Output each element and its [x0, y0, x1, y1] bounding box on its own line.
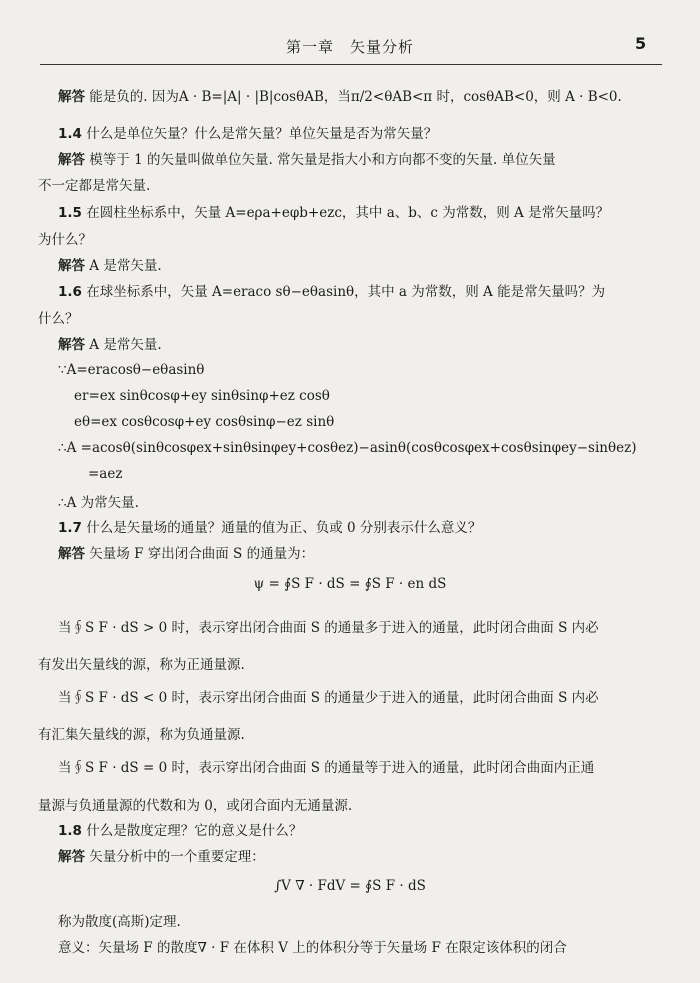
line-text: 模等于 1 的矢量叫做单位矢量. 常矢量是指大小和方向都不变的矢量. 单位矢量 — [85, 152, 556, 168]
line-label: 1.5 — [58, 205, 82, 221]
line-label: 解答 — [58, 89, 85, 105]
text-line-eq17 — [0, 576, 700, 592]
text-line-ans17a — [58, 546, 314, 562]
line-text: ψ = ∮S F · dS = ∮S F · en dS — [253, 576, 447, 592]
text-line-ans14a — [58, 152, 556, 168]
line-text: =aez — [88, 466, 123, 482]
header-rule — [40, 64, 662, 65]
text-line-ans17d — [58, 690, 599, 706]
line-text: 量源与负通量源的代数和为 0，或闭合面内无通量源. — [38, 798, 353, 814]
line-text: 当∮S F · dS < 0 时，表示穿出闭合曲面 S 的通量少于进入的通量，此时闭合曲面 S 内必 — [58, 690, 599, 706]
text-line-ans16f — [88, 466, 122, 482]
text-line-q18 — [58, 823, 302, 839]
line-label: 1.7 — [58, 520, 82, 536]
line-text: 不一定都是常矢量. — [38, 178, 151, 194]
text-line-ans17g — [38, 798, 352, 814]
line-text: 什么是矢量场的通量？通量的值为正、负或 0 分别表示什么意义？ — [81, 520, 482, 536]
line-label: 解答 — [58, 152, 85, 168]
text-line-ans16g — [58, 495, 139, 511]
line-text: 什么是散度定理？它的意义是什么？ — [81, 823, 303, 839]
text-line-q14 — [58, 126, 437, 142]
line-label: 1.8 — [58, 823, 82, 839]
text-line-ans13 — [58, 89, 622, 105]
text-line-ans18c — [58, 940, 567, 956]
line-text: 矢量场 F 穿出闭合曲面 S 的通量为： — [85, 546, 315, 562]
line-text: ∴A 为常矢量. — [58, 495, 139, 511]
line-label: 解答 — [58, 546, 85, 562]
line-label: 解答 — [58, 849, 85, 865]
text-line-q15b — [38, 232, 92, 248]
line-text: 当∮S F · dS = 0 时，表示穿出闭合曲面 S 的通量等于进入的通量，此时闭合曲面内正通 — [58, 760, 595, 776]
line-text: ∵A=eracosθ−eθasinθ — [58, 362, 205, 378]
text-line-ans16b — [58, 362, 204, 378]
text-line-ans17b — [58, 620, 599, 636]
line-text: 在球坐标系中，矢量 A=eraco sθ−eθasinθ，其中 a 为常数，则 A 能是常矢量吗？为 — [81, 284, 606, 300]
text-line-ans17c — [38, 657, 245, 673]
text-line-eq18 — [0, 878, 700, 894]
line-label: 1.4 — [58, 126, 82, 142]
line-text: 当∮S F · dS > 0 时，表示穿出闭合曲面 S 的通量多于进入的通量，此时闭合曲面 S 内必 — [58, 620, 599, 636]
line-text: ∫V ∇ · FdV = ∮S F · dS — [274, 878, 426, 894]
line-text: A 是常矢量. — [85, 258, 162, 274]
text-line-q17 — [58, 520, 481, 536]
line-text: 能是负的. 因为A · B=|A| · |B|cosθAB，当π/2<θAB<π 时，cosθAB<0，则 A · B<0. — [85, 89, 622, 105]
text-line-ans14b — [38, 178, 150, 194]
line-label: 1.6 — [58, 284, 82, 300]
text-line-ans16e — [58, 440, 636, 456]
line-text: 什么？ — [38, 311, 79, 327]
line-text: 什么是单位矢量？什么是常矢量？单位矢量是否为常矢量？ — [81, 126, 438, 142]
line-text: A 是常矢量. — [85, 337, 162, 353]
line-text: 在圆柱坐标系中，矢量 A=eρa+eφb+ezc，其中 a、b、c 为常数，则 A 是常矢量吗？ — [81, 205, 610, 221]
page-number: 5 — [635, 34, 647, 53]
text-line-q16a — [58, 284, 605, 300]
text-line-ans15 — [58, 258, 162, 274]
text-line-ans18b — [58, 914, 181, 930]
line-label: 解答 — [58, 258, 85, 274]
line-text: 为什么？ — [38, 232, 92, 248]
line-text: 称为散度(高斯)定理. — [58, 914, 181, 930]
line-text: er=ex sinθcosφ+ey sinθsinφ+ez cosθ — [74, 388, 330, 404]
text-line-q15a — [58, 205, 609, 221]
line-text: 意义：矢量场 F 的散度∇ · F 在体积 V 上的体积分等于矢量场 F 在限定该体积的闭合 — [58, 940, 567, 956]
text-line-ans16c — [74, 388, 330, 404]
line-text: 矢量分析中的一个重要定理： — [85, 849, 265, 865]
text-line-ans16d — [74, 414, 334, 430]
text-line-q16b — [38, 311, 79, 327]
line-text: ∴A =acosθ(sinθcosφex+sinθsinφey+cosθez)−asinθ(cosθcosφex+cosθsinφey−sinθez) — [58, 440, 637, 456]
text-line-ans17e — [38, 727, 245, 743]
line-text: 有发出矢量线的源，称为正通量源. — [38, 657, 245, 673]
chapter-header: 第一章 矢量分析 — [285, 38, 414, 56]
line-text: eθ=ex cosθcosφ+ey cosθsinφ−ez sinθ — [74, 414, 335, 430]
line-label: 解答 — [58, 337, 85, 353]
line-text: 有汇集矢量线的源，称为负通量源. — [38, 727, 245, 743]
text-line-ans17f — [58, 760, 594, 776]
text-line-ans18a — [58, 849, 265, 865]
text-line-ans16a — [58, 337, 162, 353]
